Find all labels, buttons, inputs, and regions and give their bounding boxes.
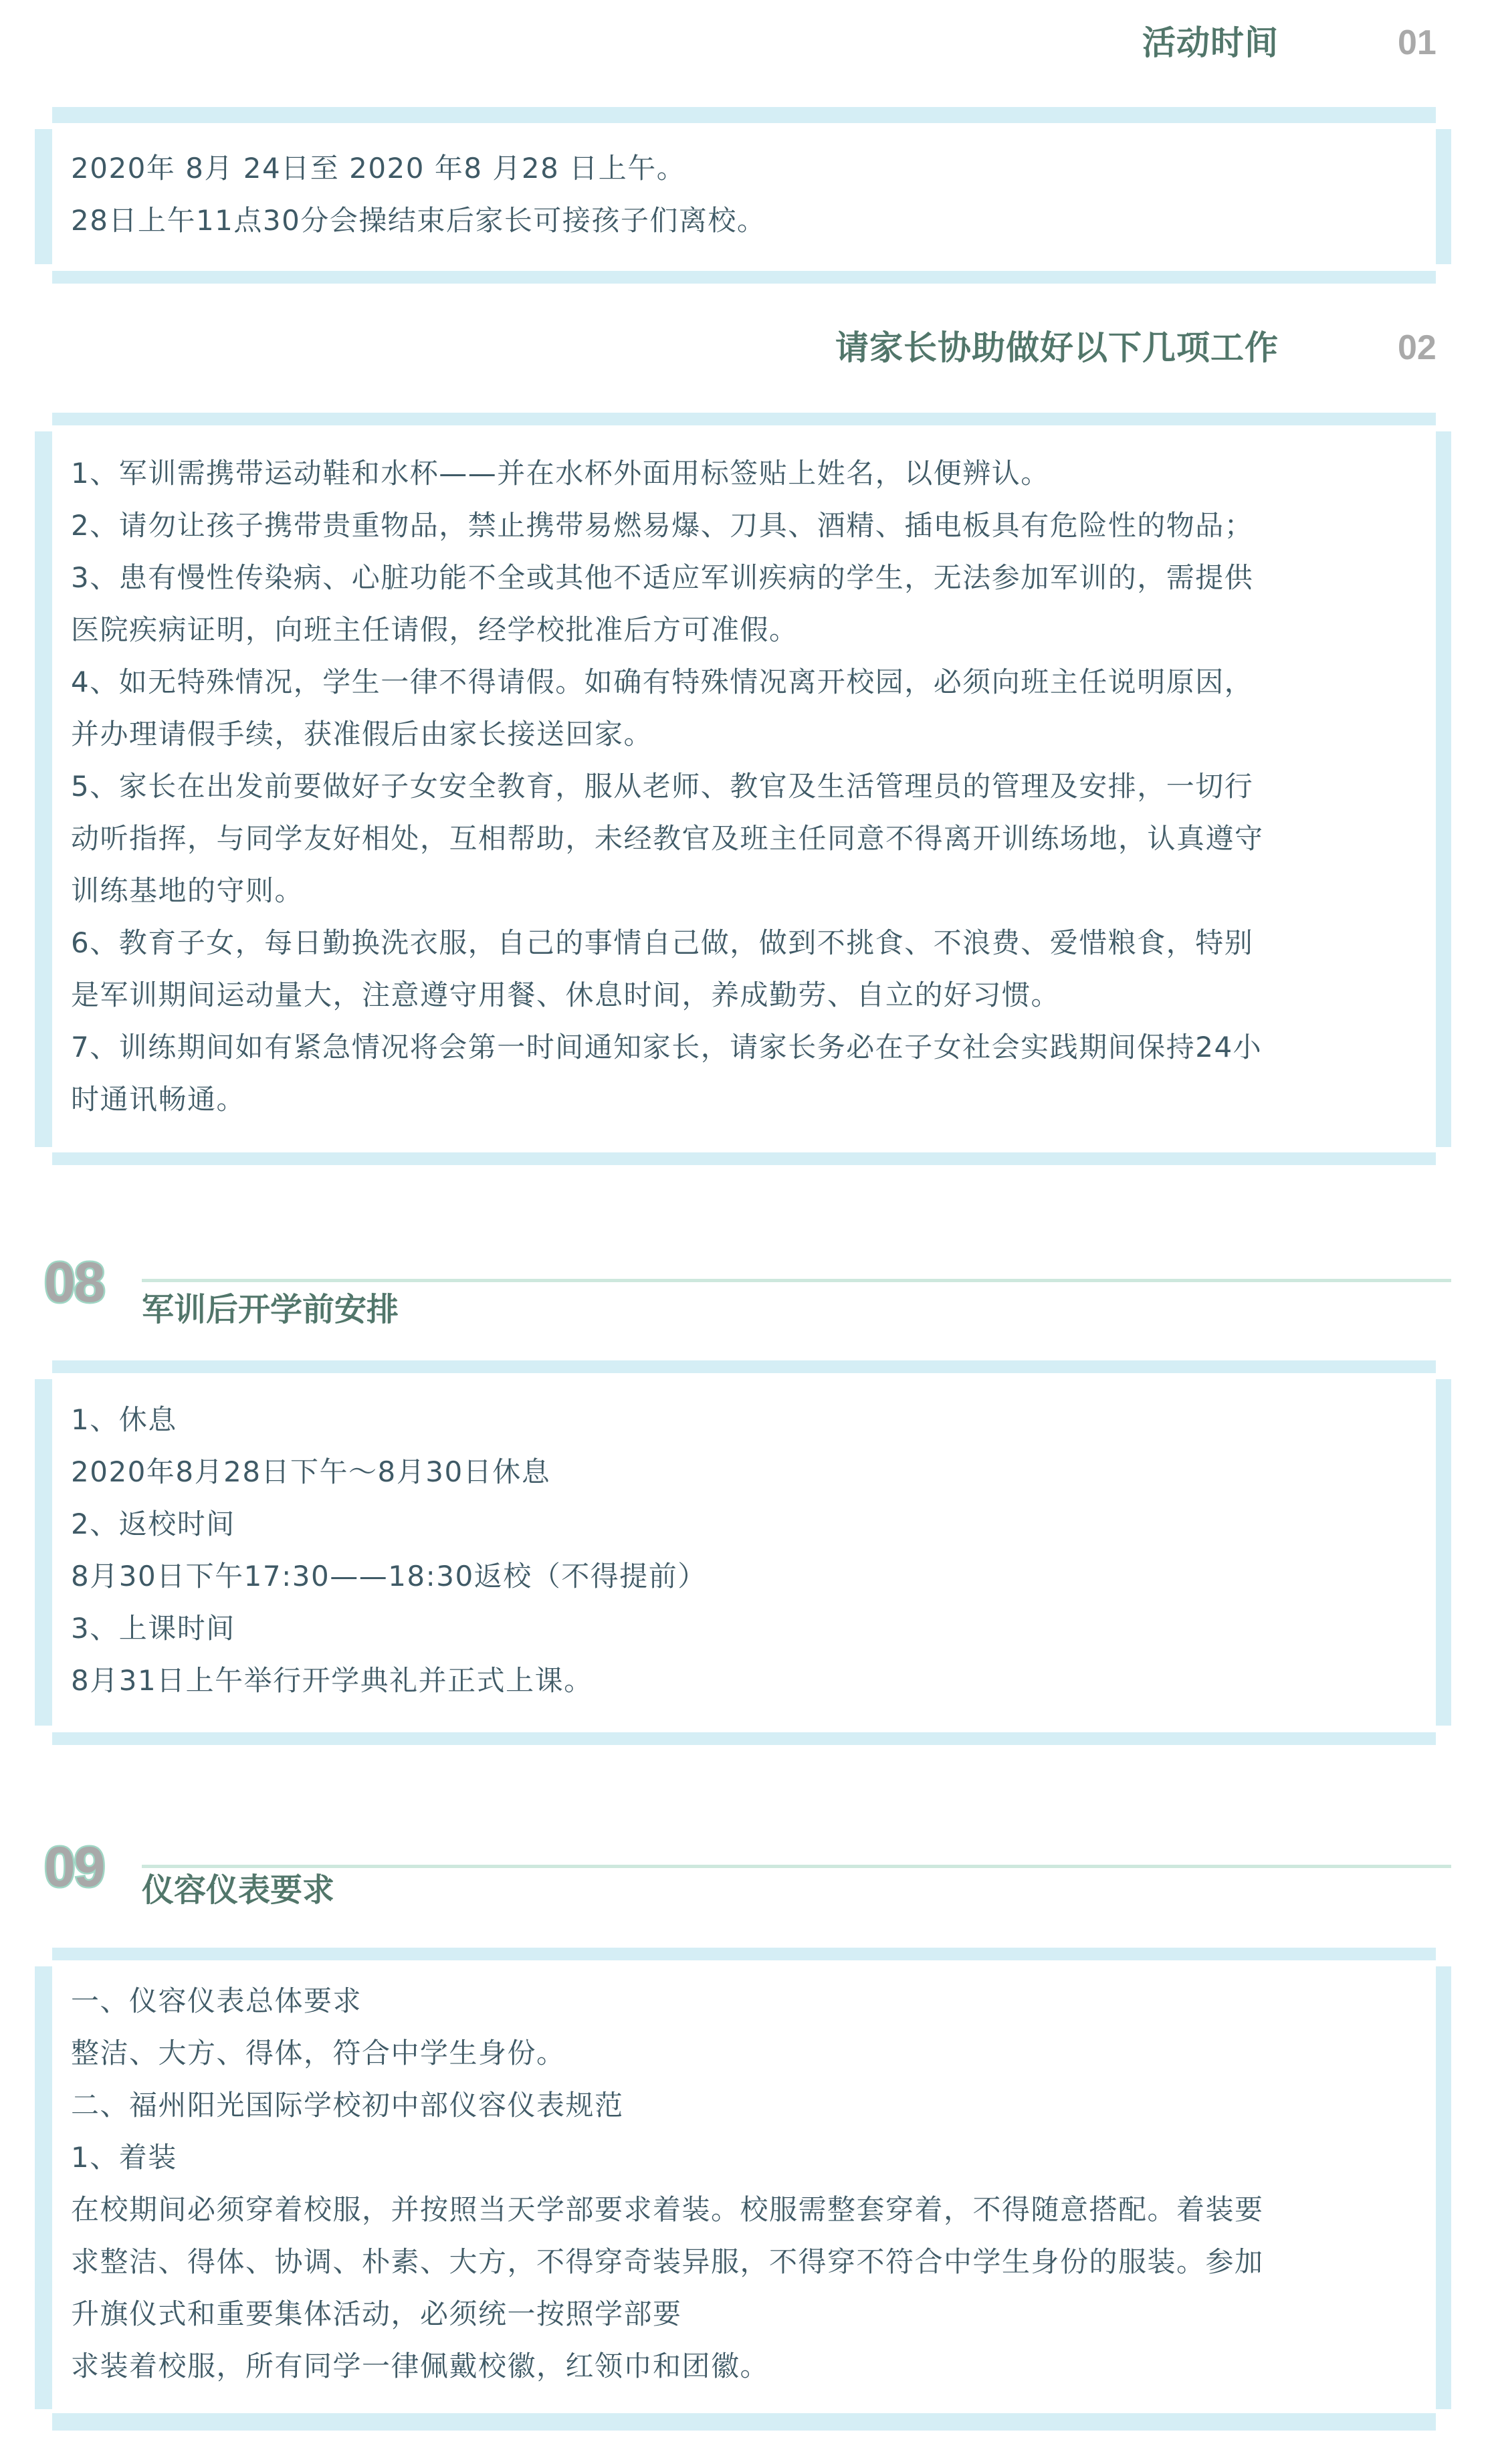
text-line: 5、家长在出发前要做好子女安全教育，服从老师、教官及生活管理员的管理及安排，一切行 [71, 770, 1254, 803]
text-line: 1、着装 [71, 2141, 177, 2174]
section-08-divider [142, 1279, 1451, 1282]
section-02-number: 02 [1398, 328, 1437, 367]
text-line: 2、返校时间 [71, 1508, 235, 1540]
text-line: 2、请勿让孩子携带贵重物品，禁止携带易燃易爆、刀具、酒精、插电板具有危险性的物品； [71, 509, 1254, 542]
text-line: 时通讯畅通。 [71, 1083, 246, 1116]
frame-top-bar [52, 107, 1436, 123]
text-line: 1、休息 [71, 1403, 177, 1436]
text-line: 3、患有慢性传染病、心脏功能不全或其他不适应军训疾病的学生，无法参加军训的，需提供 [71, 561, 1254, 594]
frame-left-bar [35, 1379, 52, 1726]
section-01-number: 01 [1398, 23, 1437, 62]
text-line: 是军训期间运动量大，注意遵守用餐、休息时间，养成勤劳、自立的好习惯。 [71, 979, 1061, 1011]
frame-bottom-bar [52, 271, 1436, 284]
text-line: 求装着校服，所有同学一律佩戴校徽，红领巾和团徽。 [71, 2350, 770, 2382]
frame-bottom-bar [52, 1152, 1436, 1165]
text-line: 7、训练期间如有紧急情况将会第一时间通知家长，请家长务必在子女社会实践期间保持24小 [71, 1031, 1263, 1063]
text-line: 2020年 8月 24日至 2020 年8 月28 日上午。 [71, 152, 686, 185]
text-line: 整洁、大方、得体，符合中学生身份。 [71, 2037, 566, 2069]
frame-right-bar [1436, 431, 1451, 1147]
frame-top-bar [52, 413, 1436, 425]
section-08-content [71, 1394, 1415, 1707]
section-08-title: 军训后开学前安排 [142, 1291, 399, 1328]
frame-bottom-bar [52, 2413, 1436, 2431]
text-line: 28日上午11点30分会操结束后家长可接孩子们离校。 [71, 204, 766, 237]
section-09-title: 仪容仪表要求 [142, 1871, 335, 1909]
text-line: 2020年8月28日下午～8月30日休息 [71, 1455, 551, 1488]
frame-right-bar [1436, 129, 1451, 264]
text-line: 医院疾病证明，向班主任请假，经学校批准后方可准假。 [71, 613, 799, 646]
text-line: 6、教育子女，每日勤换洗衣服，自己的事情自己做，做到不挑食、不浪费、爱惜粮食，特别 [71, 926, 1254, 959]
text-line: 训练基地的守则。 [71, 874, 304, 907]
text-line: 动听指挥，与同学友好相处，互相帮助，未经教官及班主任同意不得离开训练场地，认真遵守 [71, 822, 1264, 855]
section-02-title: 请家长协助做好以下几项工作 [835, 328, 1279, 367]
frame-left-bar [35, 129, 52, 264]
section-09-number: 09 [44, 1835, 104, 1898]
section-09-divider [142, 1865, 1451, 1868]
section-08-number: 08 [44, 1251, 104, 1314]
section-09-content [71, 1975, 1415, 2392]
text-line: 1、军训需携带运动鞋和水杯——并在水杯外面用标签贴上姓名，以便辨认。 [71, 457, 1050, 490]
text-line: 3、上课时间 [71, 1612, 235, 1645]
text-line: 4、如无特殊情况，学生一律不得请假。如确有特殊情况离开校园，必须向班主任说明原因， [71, 665, 1254, 698]
frame-left-bar [35, 1966, 52, 2409]
section-02-content [71, 447, 1415, 1126]
text-line: 求整洁、得体、协调、朴素、大方，不得穿奇装异服，不得穿不符合中学生身份的服装。参加 [71, 2245, 1264, 2278]
section-01-title: 活动时间 [1142, 23, 1279, 62]
text-line: 8月31日上午举行开学典礼并正式上课。 [71, 1664, 593, 1697]
frame-top-bar [52, 1360, 1436, 1373]
frame-left-bar [35, 431, 52, 1147]
text-line: 在校期间必须穿着校服，并按照当天学部要求着装。校服需整套穿着，不得随意搭配。着装要 [71, 2193, 1264, 2226]
frame-right-bar [1436, 1379, 1451, 1726]
text-line: 二、福州阳光国际学校初中部仪容仪表规范 [71, 2089, 624, 2122]
section-01-content [71, 142, 1415, 247]
frame-top-bar [52, 1948, 1436, 1960]
frame-bottom-bar [52, 1732, 1436, 1745]
text-line: 并办理请假手续，获准假后由家长接送回家。 [71, 718, 653, 750]
frame-right-bar [1436, 1966, 1451, 2409]
text-line: 8月30日下午17:30——18:30返校（不得提前） [71, 1560, 707, 1593]
text-line: 一、仪容仪表总体要求 [71, 1984, 362, 2017]
text-line: 升旗仪式和重要集体活动，必须统一按照学部要 [71, 2297, 682, 2330]
